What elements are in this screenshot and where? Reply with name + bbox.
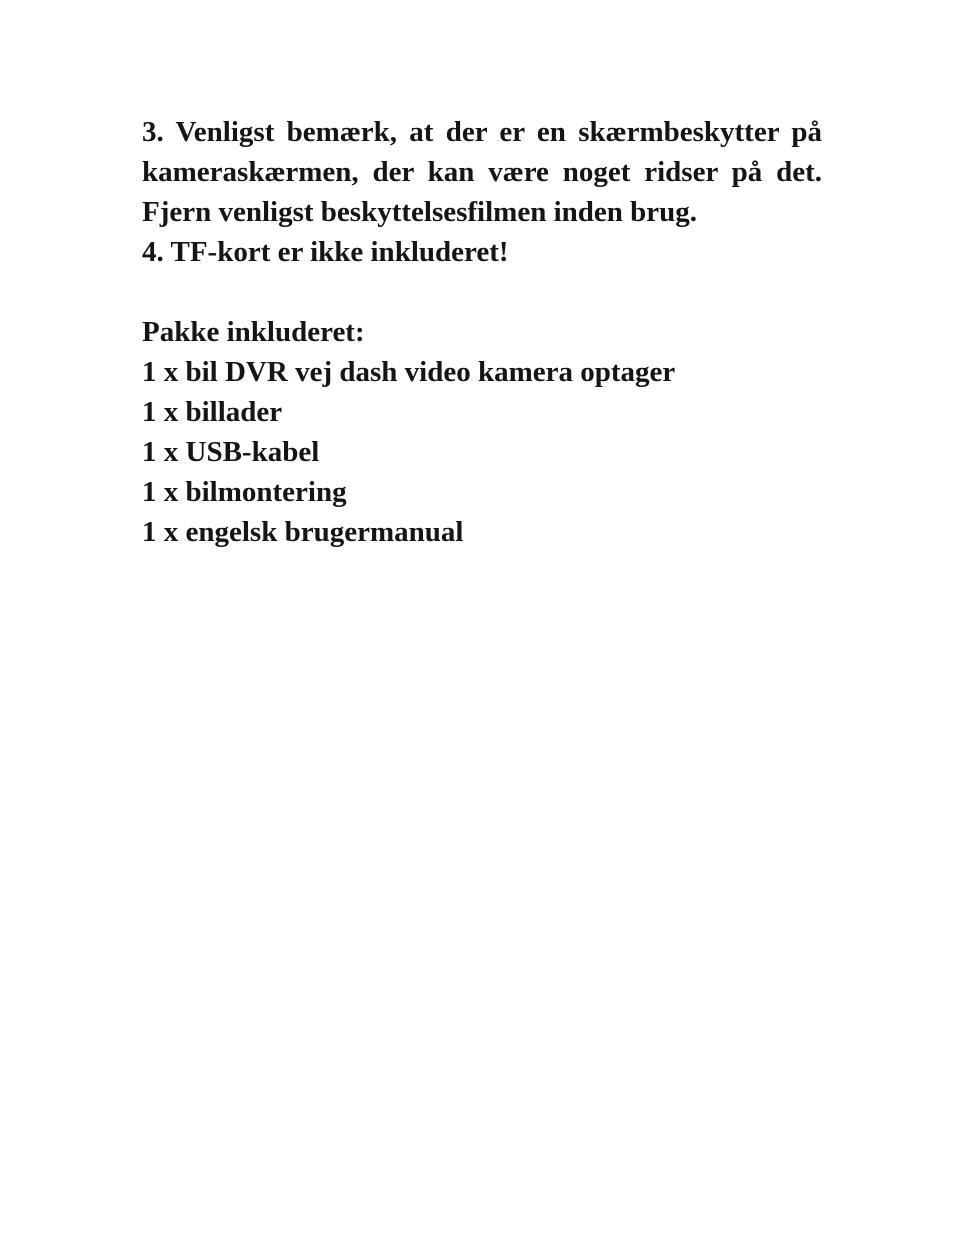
paragraph-spacer (142, 272, 822, 312)
package-item: 1 x bilmontering (142, 476, 347, 508)
package-item: 1 x engelsk brugermanual (142, 516, 464, 548)
package-item: 1 x USB-kabel (142, 436, 320, 468)
note-paragraph-3: 3. Venligst bemærk, at der er en skærmbeskytter på kameraskærmen, der kan være noget ridser på det. Fjern venligst beskyttelsesfilmen inden brug. (142, 116, 822, 228)
note-paragraph-4: 4. TF-kort er ikke inkluderet! (142, 236, 509, 268)
package-item: 1 x billader (142, 396, 283, 428)
document-content (142, 112, 822, 552)
package-included-heading: Pakke inkluderet: (142, 316, 365, 348)
package-item: 1 x bil DVR vej dash video kamera optager (142, 356, 676, 388)
